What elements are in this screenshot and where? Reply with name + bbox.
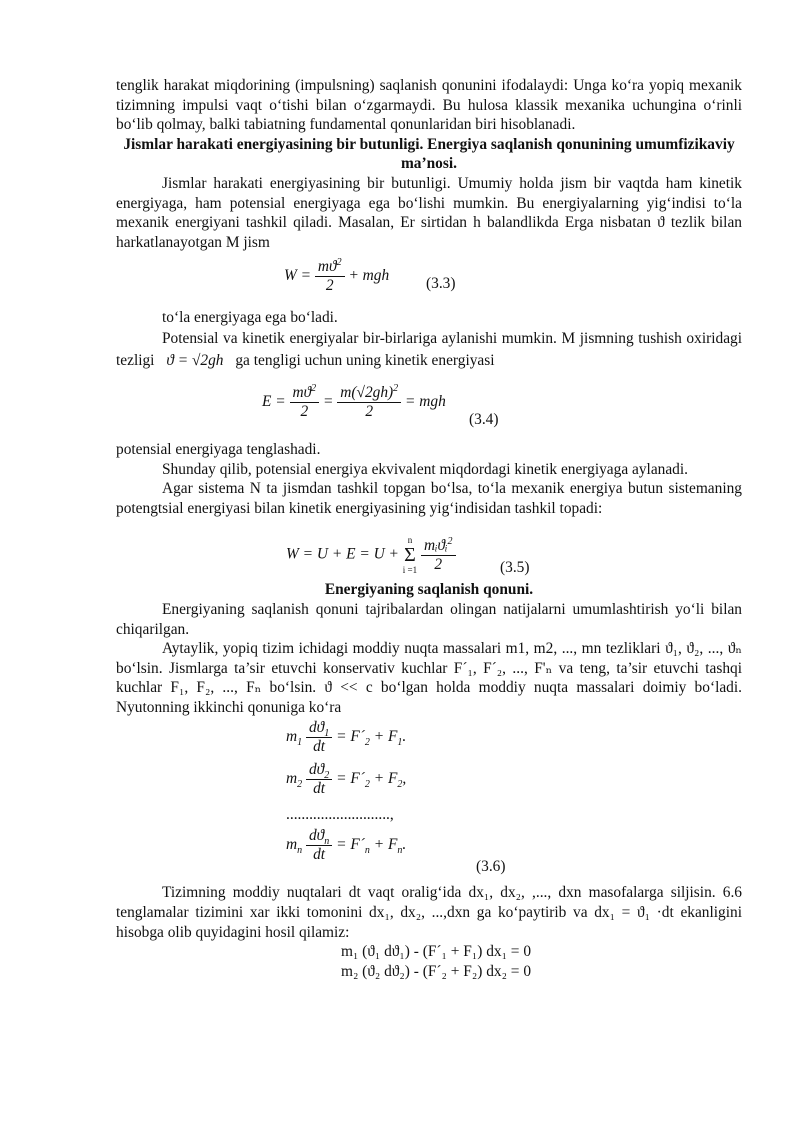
paragraph-equivalent: Shunday qilib, potensial energiya ekvivalent miqdordagi kinetik energiyaga aylanadi. (162, 460, 688, 478)
paragraph-equalizes: potensial energiyaga tenglashadi. (116, 440, 321, 458)
paragraph-closed-system: Aytaylik, yopiq tizim ichidagi moddiy nuqta massalari m1, m2, ..., mn tezliklari ϑ₁, ϑ₂, ..., ϑₙ bo‘lsin. Jismlarga ta’sir etuvchi konservativ kuchlar F´₁, F´₂, ..., F'ₙ va teng, ta’sir etuvchi tashqi kuchlar F₁, F₂, ..., Fₙ bo‘lsin. ϑ << c bo‘lgan holda moddiy nuqta massalari doimiy bo‘ladi. Nyutonning ikkinchi qonuniga ko‘ra (116, 640, 742, 716)
paragraph-intro: tenglik harakat miqdorining (impulsning) saqlanish qonunini ifodalaydi: Unga ko‘ra yopiq mexanik tizimning impulsi vaqt o‘tishi bilan o‘zgarmaydi. Bu hulosa klassik mexanika uchungina o‘rinli bo‘lib qolmay, balki tabiatning fundamental qonunlaridan biri hisoblanadi. (116, 77, 742, 134)
velocity-formula: ϑ = √2gh (166, 351, 224, 369)
equation-label-3-3: (3.3) (426, 275, 456, 293)
equation-row-1: $m_1$ $\frac{dϑ_1}{dt}$ = $F´_2 + F_1$. (286, 719, 407, 756)
document-page (116, 76, 742, 981)
paragraph-potential-kinetic: Potensial va kinetik energiyalar bir-birlariga aylanishi mumkin. M jismning tushish oxiridagi tezligi ϑ = √2gh ga tengligi uchun uning kinetik energiyasi (116, 329, 742, 369)
equation-3-3: W = $\frac{mϑ^2}{2}$ + mgh (3.3) (284, 257, 456, 295)
equation-label-3-5: (3.5) (500, 559, 530, 577)
section-heading-energy-unity: Jismlar harakati energiyasining bir butunligi. Energiya saqlanish qonunining umumfizikaviy ma’nosi. (123, 135, 735, 173)
paragraph-energy-unity: Jismlar harakati energiyasining bir butunligi. Umumiy holda jism bir vaqtda ham kinetik energiyaga, ham potensial energiyaga ega bo‘lishi mumkin. Bu energiyalarning yig‘indisi to‘la mexanik energiyani tashkil qiladi. Masalan, Er sirtidan h balandlikda Erga nisbatan ϑ tezlik bilan harkatlanayotgan M jism (116, 174, 742, 251)
equation-label-3-6: (3.6) (476, 858, 506, 876)
equation-3-4: E = $\frac{mϑ^2}{2}$ = $\frac{m(√2gh)^2}{2}$ = mgh (3.4) (262, 382, 499, 428)
equation-row-n: $m_n$ $\frac{dϑ_n}{dt}$ = $F´_n + F_n$. (286, 827, 407, 864)
equation-3-5: W = U + E = U + n Σ i =1 $\frac{mᵢϑᵢ^2}{2}$ (3.5) (286, 535, 530, 577)
sum-symbol: n Σ i =1 (402, 535, 418, 576)
equation-3-6 (116, 719, 742, 877)
section-heading-conservation: Energiyaning saqlanish qonuni. (324, 581, 534, 599)
equation-dots: ..........................., (286, 806, 394, 824)
paragraph-conservation-origin: Energiyaning saqlanish qonuni tajribalardan olingan natijalarni umumlashtirish yo‘li bilan chiqarilgan. (116, 600, 742, 638)
equation-row-2: $m_2$ $\frac{dϑ_2}{dt}$ = $F´_2 + F_2$, (286, 761, 407, 798)
equation-label-3-4: (3.4) (469, 410, 499, 428)
equation-3-7-row-1: m₁ (ϑ₁ dϑ₁) - (F´₁ + F₁) dx₁ = 0 (340, 943, 532, 961)
paragraph-system-energy: Agar sistema N ta jismdan tashkil topgan bo‘lsa, to‘la mexanik energiya butun sistemaning potengtsial energiyasi bilan kinetik energiyasining yig‘indisidan tashkil topadi: (116, 480, 742, 517)
equation-3-7-row-2: m₂ (ϑ₂ dϑ₂) - (F´₂ + F₂) dx₂ = 0 (340, 962, 532, 980)
paragraph-full-energy: to‘la energiyaga ega bo‘ladi. (162, 309, 338, 327)
paragraph-displacement: Tizimning moddiy nuqtalari dt vaqt oralig‘ida dx₁, dx₂, ,..., dxn masofalarga siljisin. 6.6 tenglamalar tizimini xar ikki tomonini dx₁, dx₂, ...,dxn ga ko‘paytirib va dx₁ = ϑ₁ ·dt ekanligini hisobga olib quyidagini hosil qilamiz: (116, 884, 742, 941)
